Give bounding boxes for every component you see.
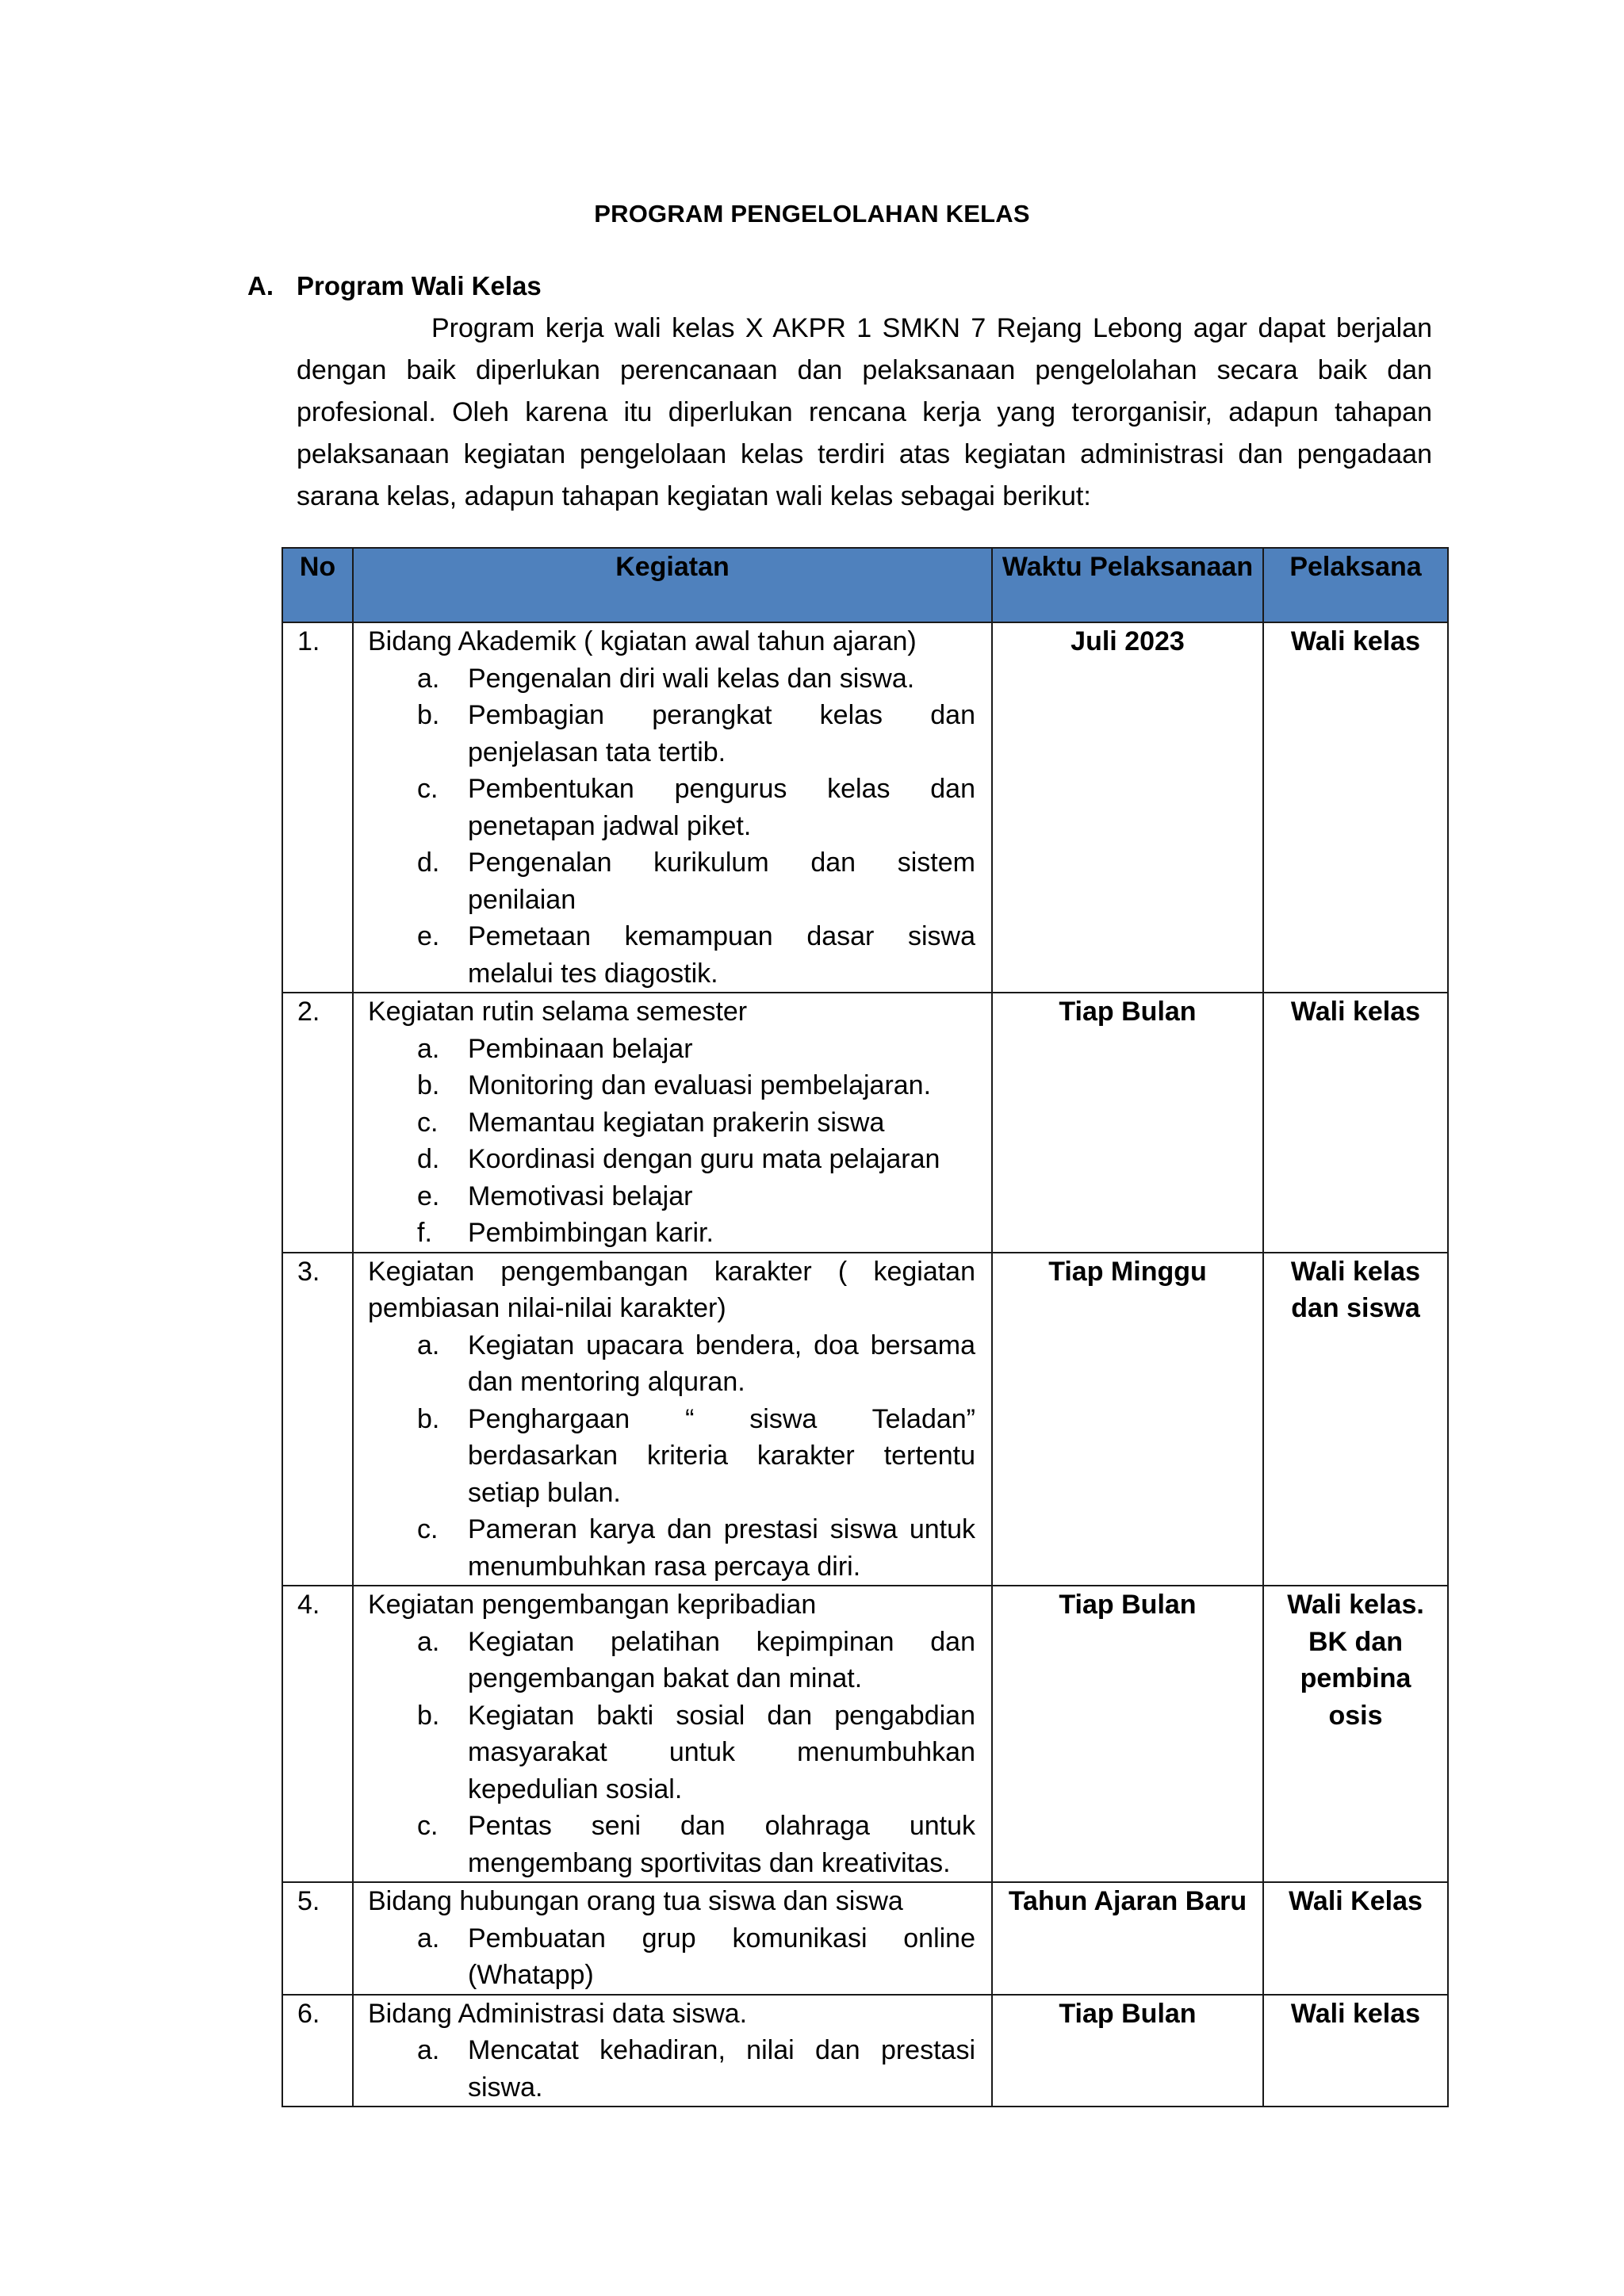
table-row xyxy=(282,1995,1448,2107)
list-item-text: Pembinaan belajar xyxy=(468,1033,693,1064)
list-marker: c. xyxy=(417,774,439,804)
list-item xyxy=(368,1401,975,1512)
executor-cell: Wali kelas xyxy=(1263,622,1448,993)
list-marker: b. xyxy=(417,1403,440,1434)
list-item-text: Pengenalan diri wali kelas dan siswa. xyxy=(468,663,915,694)
list-marker: d. xyxy=(417,848,440,878)
list-item-text: Kegiatan upacara bendera, doa bersama dan mentoring alquran. xyxy=(468,1330,975,1397)
table-row xyxy=(282,1882,1448,1995)
list-marker: a. xyxy=(417,1923,440,1954)
list-item-text: Pembentukan pengurus kelas dan penetapan jadwal piket. xyxy=(468,774,975,841)
executor-cell: Wali kelas dan siswa xyxy=(1263,1253,1448,1586)
list-item xyxy=(368,1920,975,1994)
list-item-text: Pemetaan kemampuan dasar siswa melalui tes diagostik. xyxy=(468,921,975,989)
section-heading-text: Program Wali Kelas xyxy=(297,271,542,300)
time-cell: Tiap Bulan xyxy=(992,1586,1263,1882)
list-item-text: Kegiatan pelatihan kepimpinan dan pengembangan bakat dan minat. xyxy=(468,1626,975,1693)
executor-cell: Wali kelas xyxy=(1263,1995,1448,2107)
list-marker: c. xyxy=(417,1107,439,1138)
activity-cell xyxy=(353,1586,992,1882)
list-item xyxy=(368,1808,975,1881)
list-marker: a. xyxy=(417,1033,440,1064)
activity-cell xyxy=(353,622,992,993)
activity-title: Kegiatan pengembangan kepribadian xyxy=(368,1590,817,1620)
header-pelaksana: Pelaksana xyxy=(1263,548,1448,622)
list-marker: a. xyxy=(417,1330,440,1360)
list-item xyxy=(368,844,975,918)
list-item-text: Pengenalan kurikulum dan sistem penilaian xyxy=(468,848,975,915)
activity-title: Bidang Administrasi data siswa. xyxy=(368,1998,748,2029)
list-marker: d. xyxy=(417,1144,440,1174)
list-item-text: Monitoring dan evaluasi pembelajaran. xyxy=(468,1070,932,1100)
table-row xyxy=(282,993,1448,1253)
table-row xyxy=(282,1253,1448,1586)
list-item xyxy=(368,1697,975,1808)
row-number: 1. xyxy=(282,622,353,993)
list-item xyxy=(368,1178,975,1215)
list-marker: c. xyxy=(417,1811,439,1841)
list-item-text: Pameran karya dan prestasi siswa untuk menumbuhkan rasa percaya diri. xyxy=(468,1514,975,1582)
time-cell: Tiap Bulan xyxy=(992,993,1263,1253)
list-item xyxy=(368,660,975,698)
time-cell: Tiap Minggu xyxy=(992,1253,1263,1586)
list-item xyxy=(368,1104,975,1142)
list-item-text: Penghargaan “ siswa Teladan” berdasarkan kriteria karakter tertentu setiap bulan. xyxy=(468,1403,975,1508)
list-item-text: Memantau kegiatan prakerin siswa xyxy=(468,1107,885,1138)
list-marker: a. xyxy=(417,663,440,694)
list-item xyxy=(368,697,975,771)
row-number: 4. xyxy=(282,1586,353,1882)
activity-title: Bidang Akademik ( kgiatan awal tahun ajaran) xyxy=(368,626,917,656)
list-item-text: Pembagian perangkat kelas dan penjelasan tata tertib. xyxy=(468,700,975,767)
list-item xyxy=(368,1141,975,1178)
time-cell: Juli 2023 xyxy=(992,622,1263,993)
list-item-text: Memotivasi belajar xyxy=(468,1181,693,1211)
activity-cell xyxy=(353,1995,992,2107)
list-marker: c. xyxy=(417,1514,439,1544)
list-marker: a. xyxy=(417,2035,440,2065)
list-marker: e. xyxy=(417,1181,440,1211)
activity-cell xyxy=(353,993,992,1253)
row-number: 5. xyxy=(282,1882,353,1995)
list-item xyxy=(368,1215,975,1252)
row-number: 3. xyxy=(282,1253,353,1586)
executor-cell: Wali Kelas xyxy=(1263,1882,1448,1995)
list-marker: a. xyxy=(417,1626,440,1657)
section-heading xyxy=(247,271,542,301)
list-marker: f. xyxy=(417,1218,432,1248)
row-number: 6. xyxy=(282,1995,353,2107)
row-number: 2. xyxy=(282,993,353,1253)
activity-cell xyxy=(353,1253,992,1586)
list-marker: e. xyxy=(417,921,440,951)
section-letter: A. xyxy=(247,271,274,300)
list-marker: b. xyxy=(417,1070,440,1100)
executor-cell: Wali kelas xyxy=(1263,993,1448,1253)
list-item xyxy=(368,1511,975,1585)
list-item xyxy=(368,2032,975,2106)
list-marker: b. xyxy=(417,1700,440,1731)
document-title: PROGRAM PENGELOLAHAN KELAS xyxy=(594,200,1030,228)
list-item xyxy=(368,1031,975,1068)
intro-paragraph xyxy=(297,308,1432,518)
list-item-text: Pembuatan grup komunikasi online (Whatapp) xyxy=(468,1923,975,1990)
list-item-text: Kegiatan bakti sosial dan pengabdian masyarakat untuk menumbuhkan kepedulian sosial. xyxy=(468,1700,975,1804)
time-cell: Tiap Bulan xyxy=(992,1995,1263,2107)
intro-paragraph-text: Program kerja wali kelas X AKPR 1 SMKN 7 Rejang Lebong agar dapat berjalan dengan baik diperlukan perencanaan dan pelaksanaan pengelolahan secara baik dan profesional. Oleh karena itu diperlukan rencana kerja yang terorganisir, adapun tahapan pelaksanaan kegiatan pengelolaan kelas terdiri atas kegiatan administrasi dan pengadaan sarana kelas, adapun tahapan kegiatan wali kelas sebagai berikut: xyxy=(297,313,1432,511)
header-waktu: Waktu Pelaksanaan xyxy=(992,548,1263,622)
activity-title: Kegiatan pengembangan karakter ( kegiatan pembiasan nilai-nilai karakter) xyxy=(368,1256,975,1323)
list-item-text: Pentas seni dan olahraga untuk mengembang sportivitas dan kreativitas. xyxy=(468,1811,975,1878)
time-cell: Tahun Ajaran Baru xyxy=(992,1882,1263,1995)
list-item xyxy=(368,918,975,992)
list-item xyxy=(368,1067,975,1104)
list-item-text: Koordinasi dengan guru mata pelajaran xyxy=(468,1144,940,1174)
header-kegiatan: Kegiatan xyxy=(353,548,992,622)
list-item-text: Mencatat kehadiran, nilai dan prestasi siswa. xyxy=(468,2035,975,2103)
list-item-text: Pembimbingan karir. xyxy=(468,1218,714,1248)
table-header-row xyxy=(282,548,1448,622)
header-no: No xyxy=(282,548,353,622)
list-item xyxy=(368,1327,975,1401)
activity-cell xyxy=(353,1882,992,1995)
list-item xyxy=(368,1624,975,1697)
table-row xyxy=(282,622,1448,993)
table-row xyxy=(282,1586,1448,1882)
list-item xyxy=(368,771,975,844)
activity-title: Bidang hubungan orang tua siswa dan siswa xyxy=(368,1886,903,1916)
list-marker: b. xyxy=(417,700,440,730)
activity-title: Kegiatan rutin selama semester xyxy=(368,997,748,1027)
executor-cell: Wali kelas. BK dan pembina osis xyxy=(1263,1586,1448,1882)
program-table xyxy=(282,547,1449,2107)
